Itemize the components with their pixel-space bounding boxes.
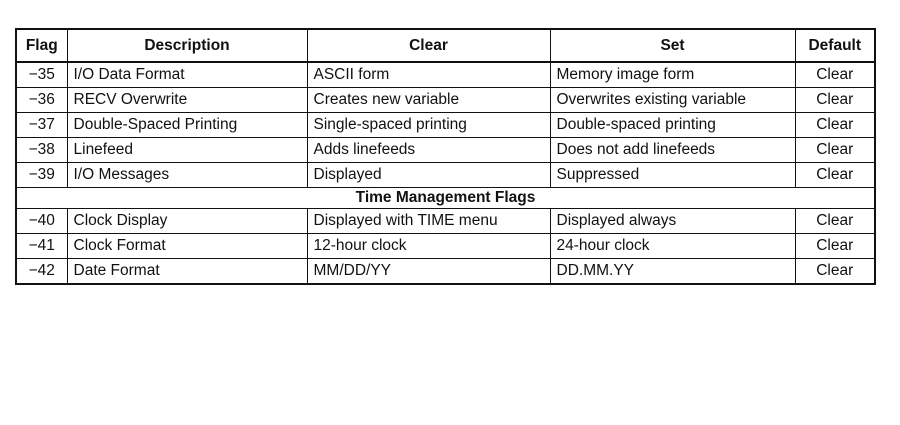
flag-description: I/O Messages <box>67 163 307 188</box>
flag-number: −38 <box>16 138 67 163</box>
flag-default: Clear <box>795 259 875 285</box>
header-clear: Clear <box>307 29 550 62</box>
flag-clear-meaning: Creates new variable <box>307 88 550 113</box>
flag-description: Date Format <box>67 259 307 285</box>
flag-default: Clear <box>795 209 875 234</box>
header-flag: Flag <box>16 29 67 62</box>
flag-set-meaning: DD.MM.YY <box>550 259 795 285</box>
flag-clear-meaning: ASCII form <box>307 62 550 88</box>
flag-set-meaning: Suppressed <box>550 163 795 188</box>
flag-set-meaning: Memory image form <box>550 62 795 88</box>
flag-number: −39 <box>16 163 67 188</box>
flag-clear-meaning: Displayed with TIME menu <box>307 209 550 234</box>
flag-number: −37 <box>16 113 67 138</box>
flag-default: Clear <box>795 88 875 113</box>
flag-set-meaning: Does not add linefeeds <box>550 138 795 163</box>
flag-set-meaning: 24-hour clock <box>550 234 795 259</box>
section-title: Time Management Flags <box>16 188 875 209</box>
table-header-row <box>16 29 875 62</box>
flag-number: −40 <box>16 209 67 234</box>
flag-default: Clear <box>795 62 875 88</box>
flag-set-meaning: Displayed always <box>550 209 795 234</box>
system-flags-table <box>15 28 876 285</box>
flag-clear-meaning: Adds linefeeds <box>307 138 550 163</box>
flag-description: Linefeed <box>67 138 307 163</box>
flag-default: Clear <box>795 113 875 138</box>
flag-clear-meaning: 12-hour clock <box>307 234 550 259</box>
flags-table-container <box>15 28 876 285</box>
table-row <box>16 234 875 259</box>
table-row <box>16 62 875 88</box>
flag-number: −42 <box>16 259 67 285</box>
flag-description: Clock Format <box>67 234 307 259</box>
section-header-row <box>16 188 875 209</box>
flag-description: Clock Display <box>67 209 307 234</box>
flag-clear-meaning: Displayed <box>307 163 550 188</box>
header-description: Description <box>67 29 307 62</box>
table-row <box>16 209 875 234</box>
flag-default: Clear <box>795 234 875 259</box>
flag-set-meaning: Double-spaced printing <box>550 113 795 138</box>
flag-set-meaning: Overwrites existing variable <box>550 88 795 113</box>
table-row <box>16 88 875 113</box>
flag-number: −35 <box>16 62 67 88</box>
header-default: Default <box>795 29 875 62</box>
flag-description: Double-Spaced Printing <box>67 113 307 138</box>
flag-description: I/O Data Format <box>67 62 307 88</box>
header-set: Set <box>550 29 795 62</box>
table-row <box>16 138 875 163</box>
flag-number: −41 <box>16 234 67 259</box>
flag-clear-meaning: Single-spaced printing <box>307 113 550 138</box>
table-row <box>16 259 875 285</box>
table-row <box>16 113 875 138</box>
flag-default: Clear <box>795 138 875 163</box>
table-row <box>16 163 875 188</box>
flag-description: RECV Overwrite <box>67 88 307 113</box>
flag-default: Clear <box>795 163 875 188</box>
flag-number: −36 <box>16 88 67 113</box>
flag-clear-meaning: MM/DD/YY <box>307 259 550 285</box>
